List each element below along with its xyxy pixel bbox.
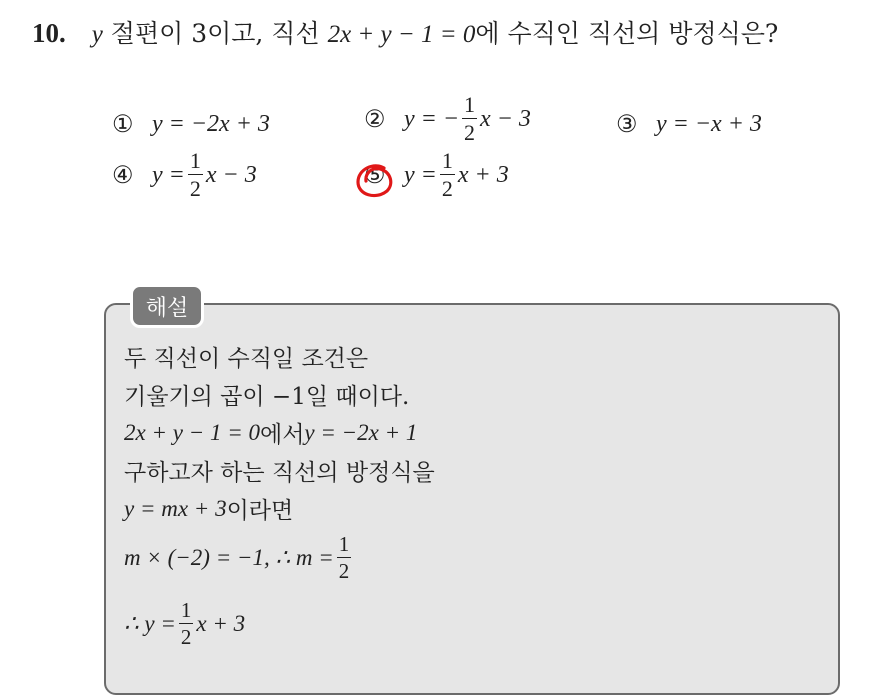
- solution-line-2: 기울기의 곱이 −1일 때이다.: [124, 384, 410, 410]
- solution-line-7-rest: x + 3: [196, 611, 246, 636]
- choice-5-lhs: y =: [404, 161, 437, 188]
- fraction-denominator: 2: [189, 176, 201, 201]
- solution-line-5-rest: 이라면: [226, 498, 294, 524]
- solution-line-7-lhs: ∴ y =: [124, 611, 176, 636]
- solution-equation-1: 2x + y − 1 = 0: [124, 419, 260, 445]
- solution-equation-3: y = mx + 3: [124, 495, 227, 521]
- solution-line-7: [124, 600, 245, 648]
- choice-4-fraction: [188, 150, 203, 200]
- solution-line-1: 두 직선이 수직일 조건은: [124, 346, 369, 372]
- solution-line-4: 구하고자 하는 직선의 방정식을: [124, 460, 435, 486]
- question-stem: [32, 14, 778, 50]
- choice-3-number: ③: [616, 110, 638, 138]
- choice-5-fraction: [440, 150, 455, 200]
- choice-2-fraction: [462, 94, 477, 144]
- solution-line-6-fraction: [337, 534, 352, 582]
- choice-2[interactable]: [364, 94, 531, 144]
- choice-1-number: ①: [112, 110, 134, 138]
- solution-line-3-mid: 에서: [259, 422, 305, 448]
- fraction-numerator: 1: [338, 532, 350, 556]
- fraction-denominator: 2: [464, 120, 476, 145]
- solution-line-7-fraction: [179, 600, 194, 648]
- question-number: 10.: [32, 18, 66, 48]
- fraction-denominator: 2: [338, 559, 350, 583]
- choice-1-expression: y = −2x + 3: [152, 110, 270, 137]
- choice-5-rest: x + 3: [457, 161, 509, 188]
- solution-line-6: [124, 534, 354, 582]
- solution-tag: 해설: [130, 284, 204, 328]
- answer-circle-mark-icon: [354, 163, 394, 201]
- choice-1[interactable]: [112, 110, 270, 138]
- question-var-y: y: [91, 21, 103, 48]
- choice-4-lhs: y =: [152, 161, 185, 188]
- choice-4-number: ④: [112, 161, 134, 189]
- choice-4[interactable]: [112, 150, 257, 200]
- fraction-numerator: 1: [189, 148, 201, 173]
- choice-2-rest: x − 3: [480, 105, 531, 132]
- choice-2-number: ②: [364, 105, 386, 133]
- solution-line-3: [124, 416, 417, 449]
- fraction-numerator: 1: [441, 148, 453, 173]
- fraction-numerator: 1: [464, 92, 476, 117]
- question-text-1: 절편이 3이고, 직선: [102, 19, 328, 48]
- fraction-numerator: 1: [180, 598, 192, 622]
- choice-3-expression: y = −x + 3: [656, 110, 762, 137]
- choice-4-rest: x − 3: [205, 161, 257, 188]
- solution-equation-2: y = −2x + 1: [304, 419, 418, 445]
- question-equation: 2x + y − 1 = 0: [327, 21, 476, 48]
- solution-line-6-lhs: m × (−2) = −1, ∴ m =: [124, 545, 334, 570]
- fraction-denominator: 2: [180, 625, 192, 649]
- fraction-denominator: 2: [441, 176, 453, 201]
- solution-line-5: [124, 492, 293, 525]
- choice-2-lhs: y = −: [404, 105, 460, 132]
- choice-5-number: ⑤: [364, 161, 386, 189]
- question-text-2: 에 수직인 직선의 방정식은?: [475, 19, 779, 48]
- choice-3[interactable]: [616, 110, 762, 138]
